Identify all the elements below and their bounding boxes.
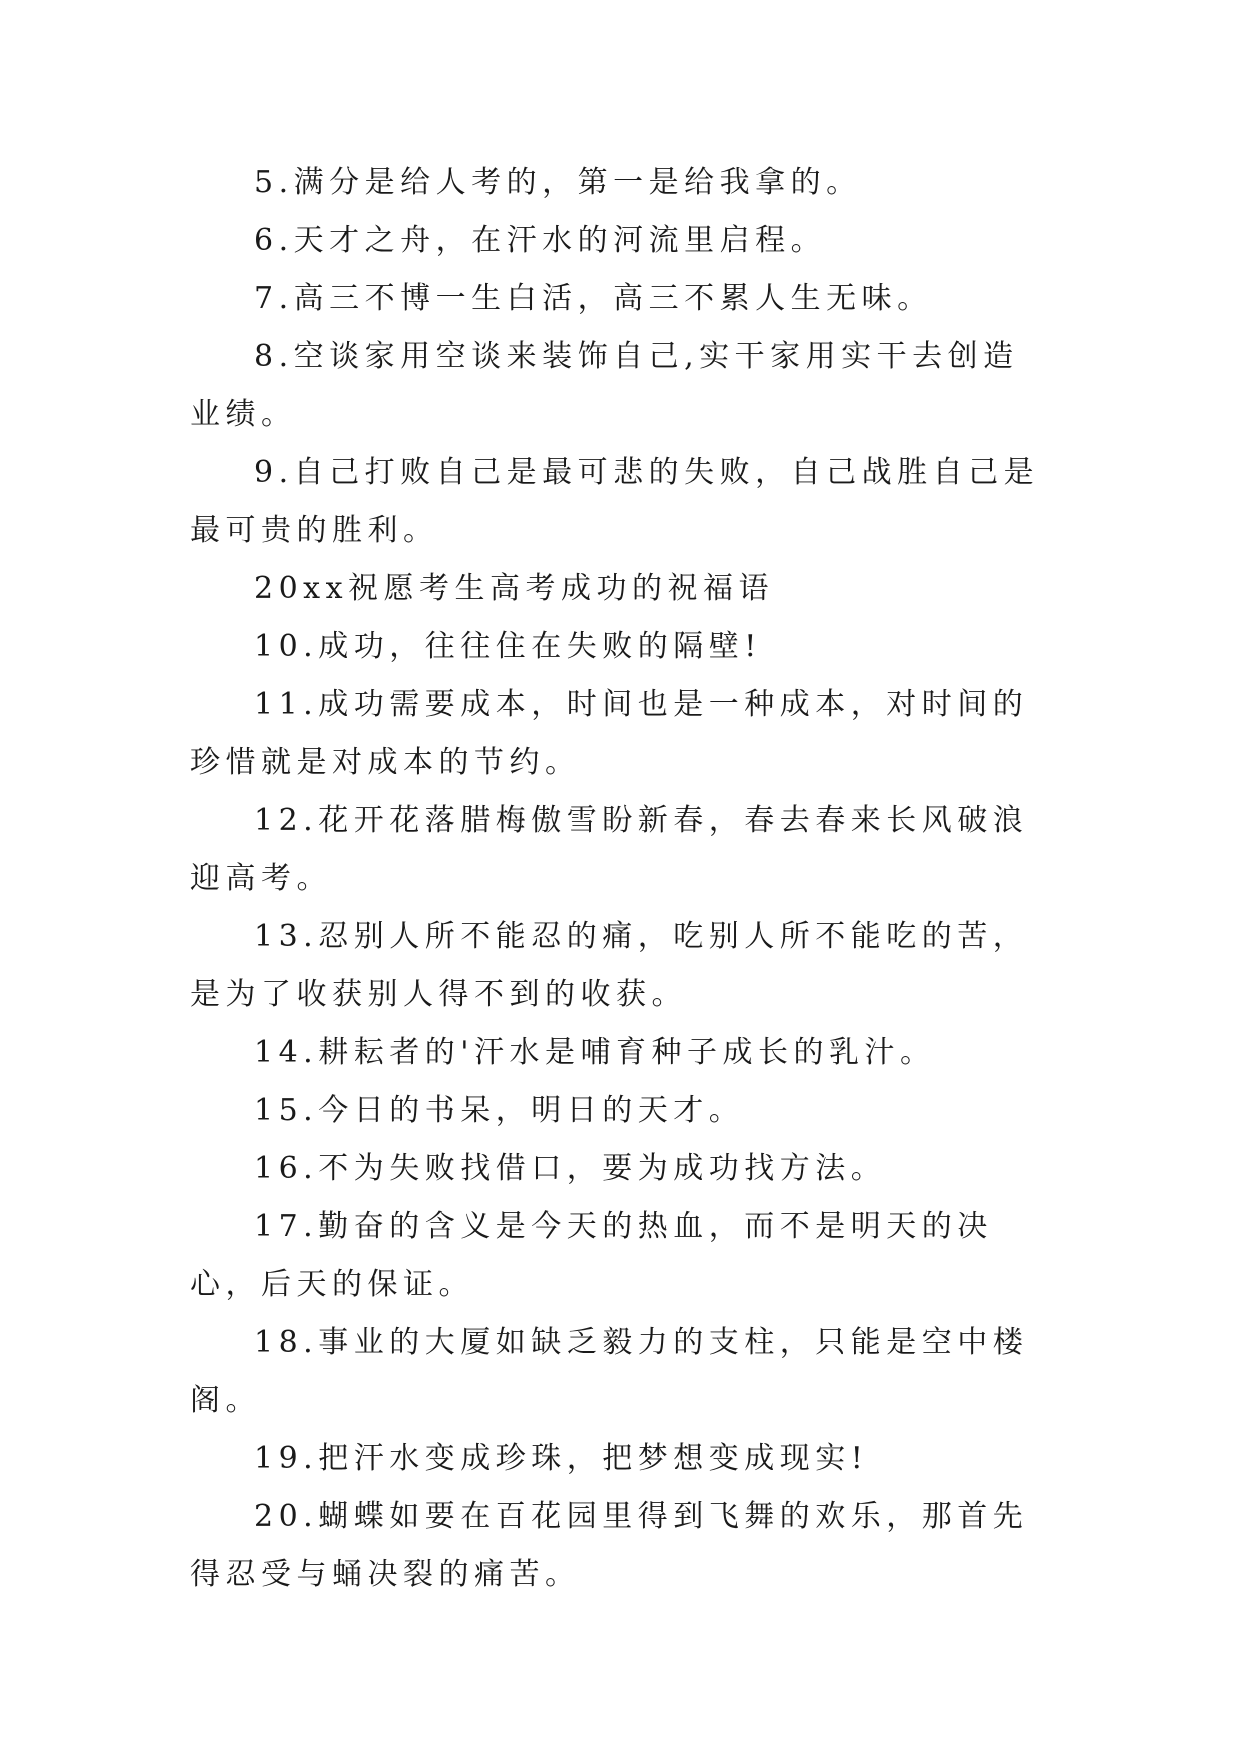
paragraph-13: 13.忍别人所不能忍的痛，吃别人所不能吃的苦，是为了收获别人得不到的收获。 (190, 919, 1029, 1012)
paragraph-8: 8.空谈家用空谈来装饰自己,实干家用实干去创造业绩。 (190, 339, 1019, 432)
paragraph-6: 6.天才之舟，在汗水的河流里启程。 (254, 223, 827, 258)
paragraph-5: 5.满分是给人考的，第一是给我拿的。 (254, 165, 862, 200)
paragraph-7: 7.高三不博一生白活，高三不累人生无味。 (254, 281, 933, 316)
paragraph-9: 9.自己打败自己是最可悲的失败，自己战胜自己是最可贵的胜利。 (190, 455, 1040, 548)
paragraph-14: 14.耕耘者的'汗水是哺育种子成长的乳汁。 (254, 1035, 936, 1070)
paragraph-20: 20.蝴蝶如要在百花园里得到飞舞的欢乐，那首先得忍受与蛹决裂的痛苦。 (190, 1499, 1029, 1592)
paragraph-16: 16.不为失败找借口，要为成功找方法。 (254, 1151, 887, 1186)
paragraph-19: 19.把汗水变成珍珠，把梦想变成现实! (254, 1441, 869, 1476)
paragraph-17: 17.勤奋的含义是今天的热血，而不是明天的决心，后天的保证。 (190, 1209, 993, 1302)
document-body (190, 154, 1050, 1604)
paragraph-12: 12.花开花落腊梅傲雪盼新春，春去春来长风破浪迎高考。 (190, 803, 1029, 896)
paragraph-10: 10.成功，往往住在失败的隔壁! (254, 629, 762, 664)
paragraph-11: 11.成功需要成本，时间也是一种成本，对时间的珍惜就是对成本的节约。 (190, 687, 1029, 780)
section-heading: 20xx祝愿考生高考成功的祝福语 (254, 571, 775, 606)
paragraph-18: 18.事业的大厦如缺乏毅力的支柱，只能是空中楼阁。 (190, 1325, 1029, 1418)
paragraph-15: 15.今日的书呆，明日的天才。 (254, 1093, 745, 1128)
